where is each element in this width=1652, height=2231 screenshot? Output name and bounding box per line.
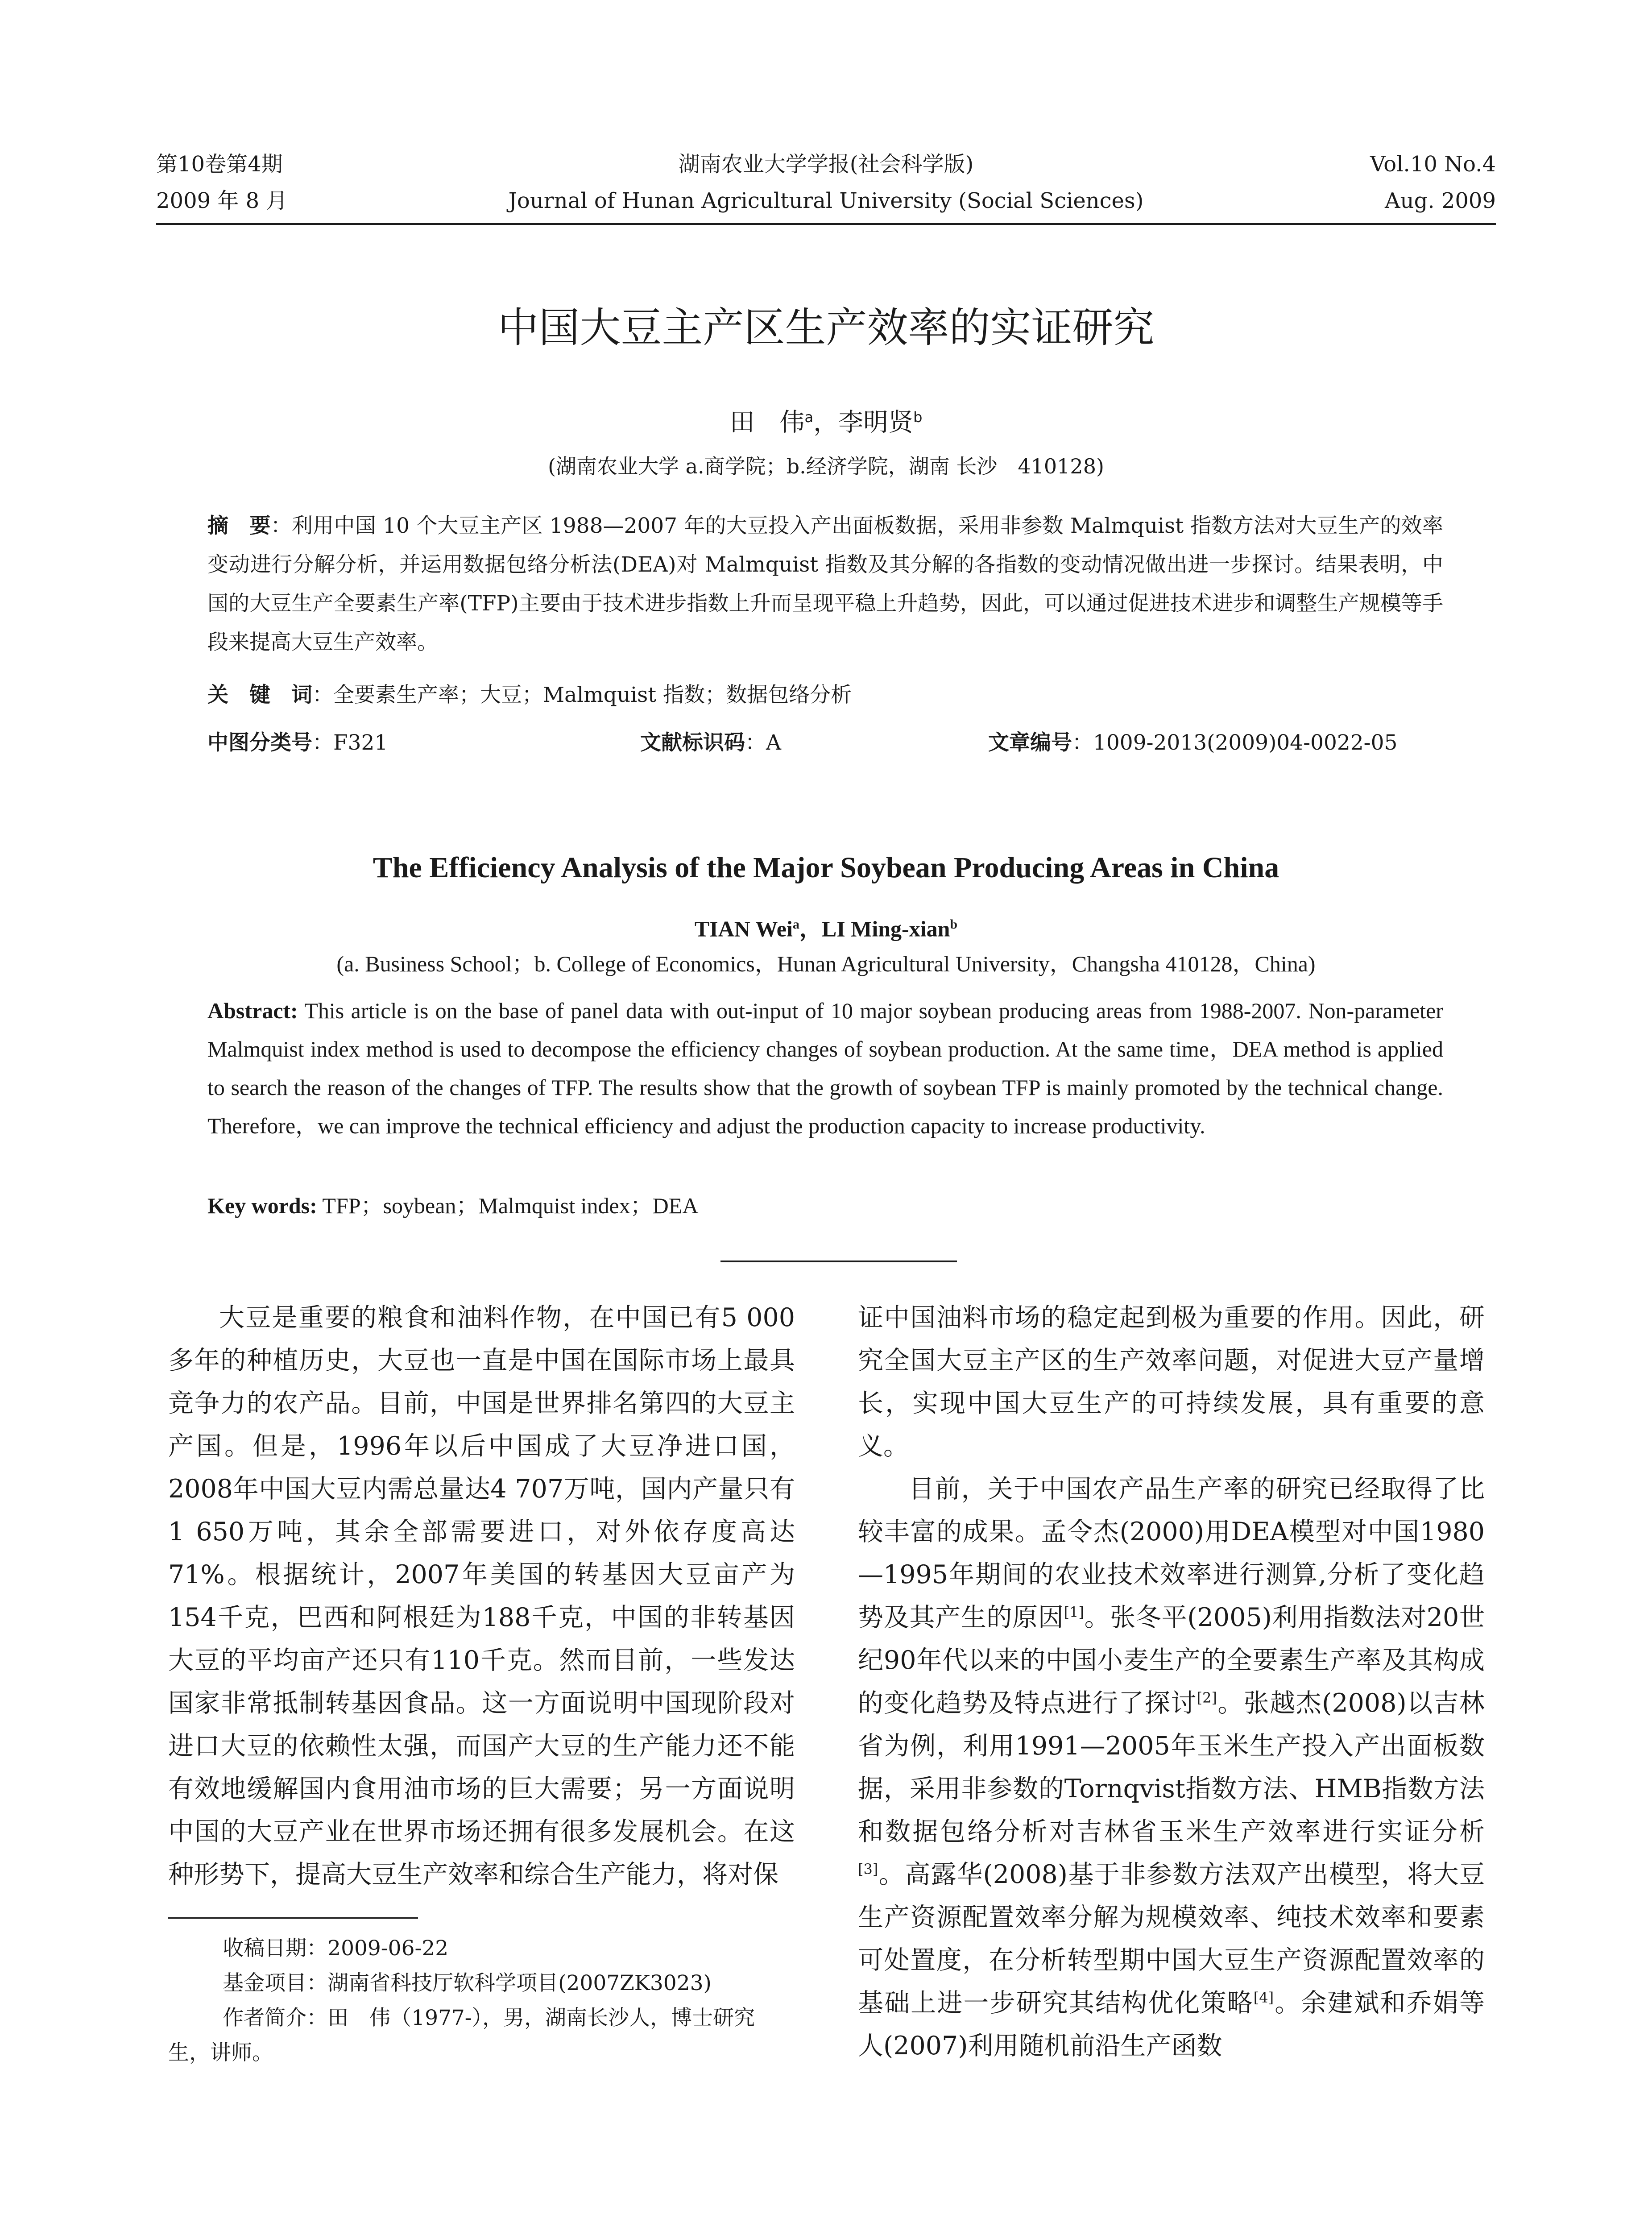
section-separator <box>720 1261 957 1262</box>
article-number <box>988 730 1397 756</box>
citation-ref: [4] <box>1253 1989 1274 2006</box>
body-text: 。高露华(2008)基于非参数方法双产出模型，将大豆生产资源配置效率分解为规模效率、纯技术效率和要素可处置度，在分析转型期中国大豆生产资源配置效率的基础上进一步研究其结构优化策略 <box>858 1860 1485 2018</box>
abstract-en-text: This article is on the base of panel data with out-input of 10 major soybean producing areas from 1988-2007. Non-parameter Malmquist index method is used to decompose the efficiency changes of soybean production. At the same time，DEA method is applied to search the reason of the changes of TFP. The results show that the growth of soybean TFP is mainly promoted by the technical change. Therefore，we can improve the technical efficiency and adjust the production capacity to increase productivity. <box>207 998 1443 1138</box>
author2-cn: 李明贤 <box>838 408 914 437</box>
doc-code-value: ：A <box>745 730 781 755</box>
author-sep-en: ， <box>799 916 822 941</box>
body-text: 目前，关于中国农产品生产率的研究已经取得了比较丰富的成果。孟令杰(2000)用DEA模型对中国1980—1995年期间的农业技术效率进行测算,分析了变化趋势及其产生的原因 <box>858 1474 1485 1632</box>
body-column-left <box>168 1296 795 1896</box>
title-chinese: 中国大豆主产区生产效率的实证研究 <box>497 304 1155 352</box>
clc-label: 中图分类号 <box>207 730 312 755</box>
document-code <box>640 730 781 756</box>
abstract-chinese <box>207 506 1443 662</box>
keywords-cn-text: ：全要素生产率；大豆；Malmquist 指数；数据包络分析 <box>312 683 852 707</box>
title-english: The Efficiency Analysis of the Major Soybean Producing Areas in China <box>373 851 1279 884</box>
body-paragraph: 大豆是重要的粮食和油料作物，在中国已有5 000多年的种植历史，大豆也一直是中国在国际市场上最具竞争力的农产品。目前，中国是世界排名第四的大豆主产国。但是，1996年以后中国成了大豆净进口国，2008年中国大豆内需总量达4 707万吨，国内产量只有1 650万吨，其余全部需要进口，对外依存度高达71%。根据统计，2007年美国的转基因大豆亩产为154千克，巴西和阿根廷为188千克，中国的非转基因大豆的平均亩产还只有110千克。然而目前，一些发达国家非常抵制转基因食品。这一方面说明中国现阶段对进口大豆的依赖性太强，而国产大豆的生产能力还不能有效地缓解国内食用油市场的巨大需要；另一方面说明中国的大豆产业在世界市场还拥有很多发展机会。在这种形势下，提高大豆生产效率和综合生产能力，将对保 <box>168 1303 795 1889</box>
affiliation-english: (a. Business School；b. College of Economics，Hunan Agricultural University，Changsha 410128，China) <box>336 951 1316 976</box>
body-column-right <box>858 1296 1485 2067</box>
abstract-cn-label: 摘 要 <box>207 514 271 538</box>
body-text: 。张冬平(2005)利用指数法对20世纪90年代以来的中国小麦生产的全要素生产率及其构成的变化趋势及特点进行了探讨 <box>858 1603 1485 1718</box>
abstract-english <box>207 991 1443 1145</box>
clc-number <box>207 730 388 756</box>
footnote-rule <box>168 1917 418 1919</box>
clc-value: ：F321 <box>312 730 388 755</box>
author1-en-sup: a <box>792 917 799 932</box>
keywords-cn-label: 关 键 词 <box>207 683 312 707</box>
keywords-en-label: Key words: <box>207 1193 317 1218</box>
body-paragraph: 证中国油料市场的稳定起到极为重要的作用。因此，研究全国大豆主产区的生产效率问题，对促进大豆产量增长，实现中国大豆生产的可持续发展，具有重要的意义。 <box>858 1303 1485 1461</box>
authors-chinese <box>0 402 1652 439</box>
doc-code-label: 文献标识码 <box>640 730 745 755</box>
author2-cn-sup: b <box>913 409 923 426</box>
body-text: 。余建斌和乔娟等人(2007)利用随机前沿生产函数 <box>858 1988 1485 2061</box>
body-text: 。张越杰(2008)以吉林省为例，利用1991—2005年玉米生产投入产出面板数据，采用非参数的Tornqvist指数方法、HMB指数方法和数据包络分析对吉林省玉米生产效率进行实证分析 <box>858 1688 1485 1846</box>
header-rule <box>156 223 1496 225</box>
author-sep-cn: ， <box>813 408 839 437</box>
keywords-english <box>207 1191 698 1220</box>
citation-ref: [2] <box>1197 1689 1217 1706</box>
author2-en: LI Ming-xian <box>821 916 950 941</box>
header-date-cn: 2009 年 8 月 <box>156 188 288 213</box>
author2-en-sup: b <box>950 917 958 932</box>
affiliation-chinese: (湖南农业大学 a.商学院；b.经济学院，湖南 长沙 410128) <box>548 454 1104 478</box>
header-vol-en: Vol.10 No.4 <box>1370 152 1496 177</box>
authors-english <box>0 910 1652 943</box>
author1-cn: 田 伟 <box>729 408 805 437</box>
header-volume: 第10卷第4期 <box>156 152 283 177</box>
header-date-en: Aug. 2009 <box>1385 188 1496 213</box>
citation-ref: [1] <box>1064 1604 1084 1621</box>
citation-ref: [3] <box>858 1861 878 1878</box>
abstract-cn-text: ：利用中国 10 个大豆主产区 1988—2007 年的大豆投入产出面板数据，采用非参数 Malmquist 指数方法对大豆生产的效率变动进行分解分析，并运用数据包络分析法(DEA)对 Malmquist 指数及其分解的各指数的变动情况做出进一步探讨。结果表明，中国的大豆生产全要素生产率(TFP)主要由于技术进步指数上升而呈现平稳上升趋势，因此，可以通过促进技术进步和调整生产规模等手段来提高大豆生产效率。 <box>207 514 1443 655</box>
abstract-en-label: Abstract: <box>207 998 298 1023</box>
footnote-received: 收稿日期：2009-06-22 <box>223 1936 449 1961</box>
footnote-fund: 基金项目：湖南省科技厅软科学项目(2007ZK3023) <box>223 1971 712 1995</box>
keywords-en-text: TFP；soybean；Malmquist index；DEA <box>317 1193 699 1218</box>
footnotes <box>168 1931 795 2070</box>
keywords-chinese <box>207 682 852 709</box>
author1-en: TIAN Wei <box>694 916 793 941</box>
header-journal-cn: 湖南农业大学学报(社会科学版) <box>678 152 974 177</box>
author1-cn-sup: a <box>804 409 814 426</box>
body-paragraph <box>858 1468 1485 2067</box>
header-journal-en: Journal of Hunan Agricultural University (Social Sciences) <box>508 188 1144 213</box>
article-number-value: ：1009-2013(2009)04-0022-05 <box>1072 730 1398 755</box>
article-number-label: 文章编号 <box>988 730 1072 755</box>
footnote-author: 作者简介：田 伟（1977-），男，湖南长沙人，博士研究生，讲师。 <box>168 2006 755 2065</box>
